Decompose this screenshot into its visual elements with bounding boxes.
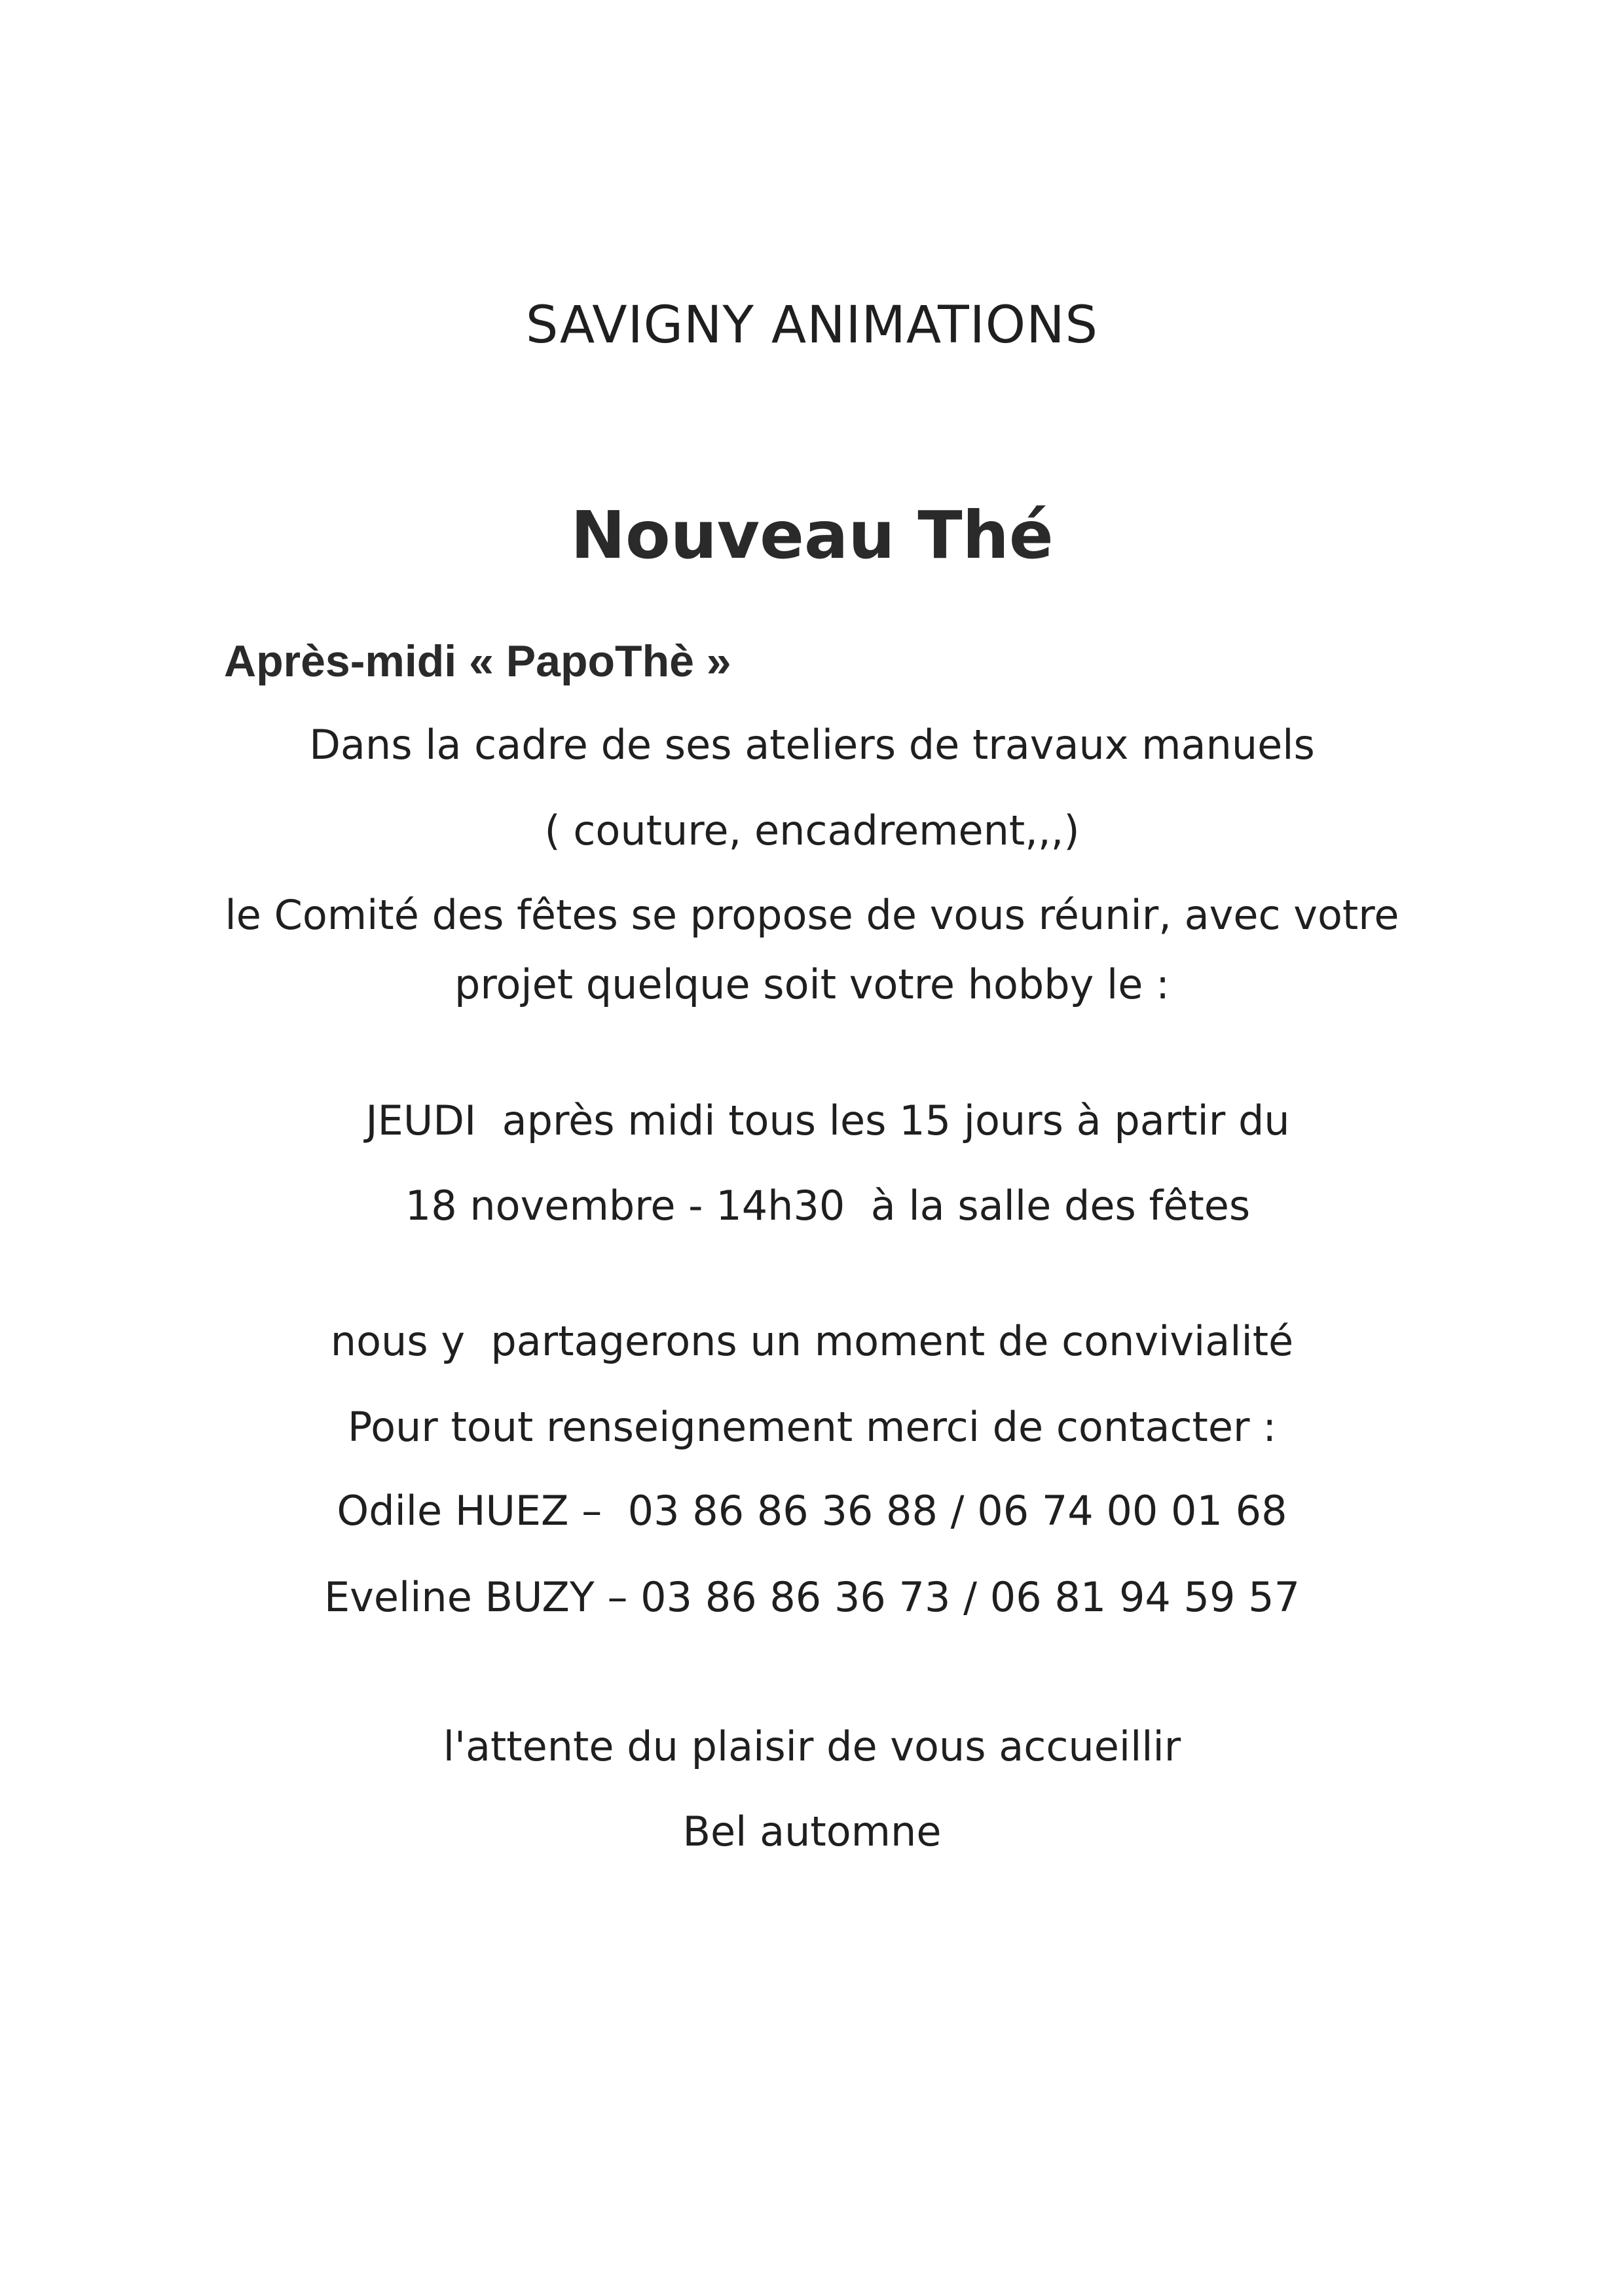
details-line-2: Pour tout renseignement merci de contacter : bbox=[347, 1403, 1277, 1451]
event-subtitle: Après-midi « PapoThè » bbox=[224, 636, 731, 686]
details-line-1: nous y partagerons un moment de convivialité bbox=[330, 1317, 1294, 1365]
organization-name: SAVIGNY ANIMATIONS bbox=[525, 296, 1099, 355]
contact-odile: Odile HUEZ – 03 86 86 36 88 / 06 74 00 01 68 bbox=[337, 1487, 1287, 1535]
schedule-line-1: JEUDI après midi tous les 15 jours à partir du bbox=[365, 1097, 1290, 1144]
schedule-line-2: 18 novembre - 14h30 à la salle des fêtes bbox=[405, 1182, 1251, 1230]
intro-line-2: ( couture, encadrement,,,) bbox=[544, 807, 1080, 854]
closing-line-1: l'attente du plaisir de vous accueillir bbox=[443, 1722, 1181, 1770]
intro-line-4: projet quelque soit votre hobby le : bbox=[454, 960, 1170, 1008]
flyer-title: Nouveau Thé bbox=[570, 497, 1054, 574]
intro-line-3: le Comité des fêtes se propose de vous réunir, avec votre bbox=[225, 891, 1399, 939]
intro-line-1: Dans la cadre de ses ateliers de travaux manuels bbox=[309, 721, 1315, 769]
contact-eveline: Eveline BUZY – 03 86 86 36 73 / 06 81 94 59 57 bbox=[323, 1573, 1301, 1621]
closing-line-2: Bel automne bbox=[682, 1808, 942, 1855]
